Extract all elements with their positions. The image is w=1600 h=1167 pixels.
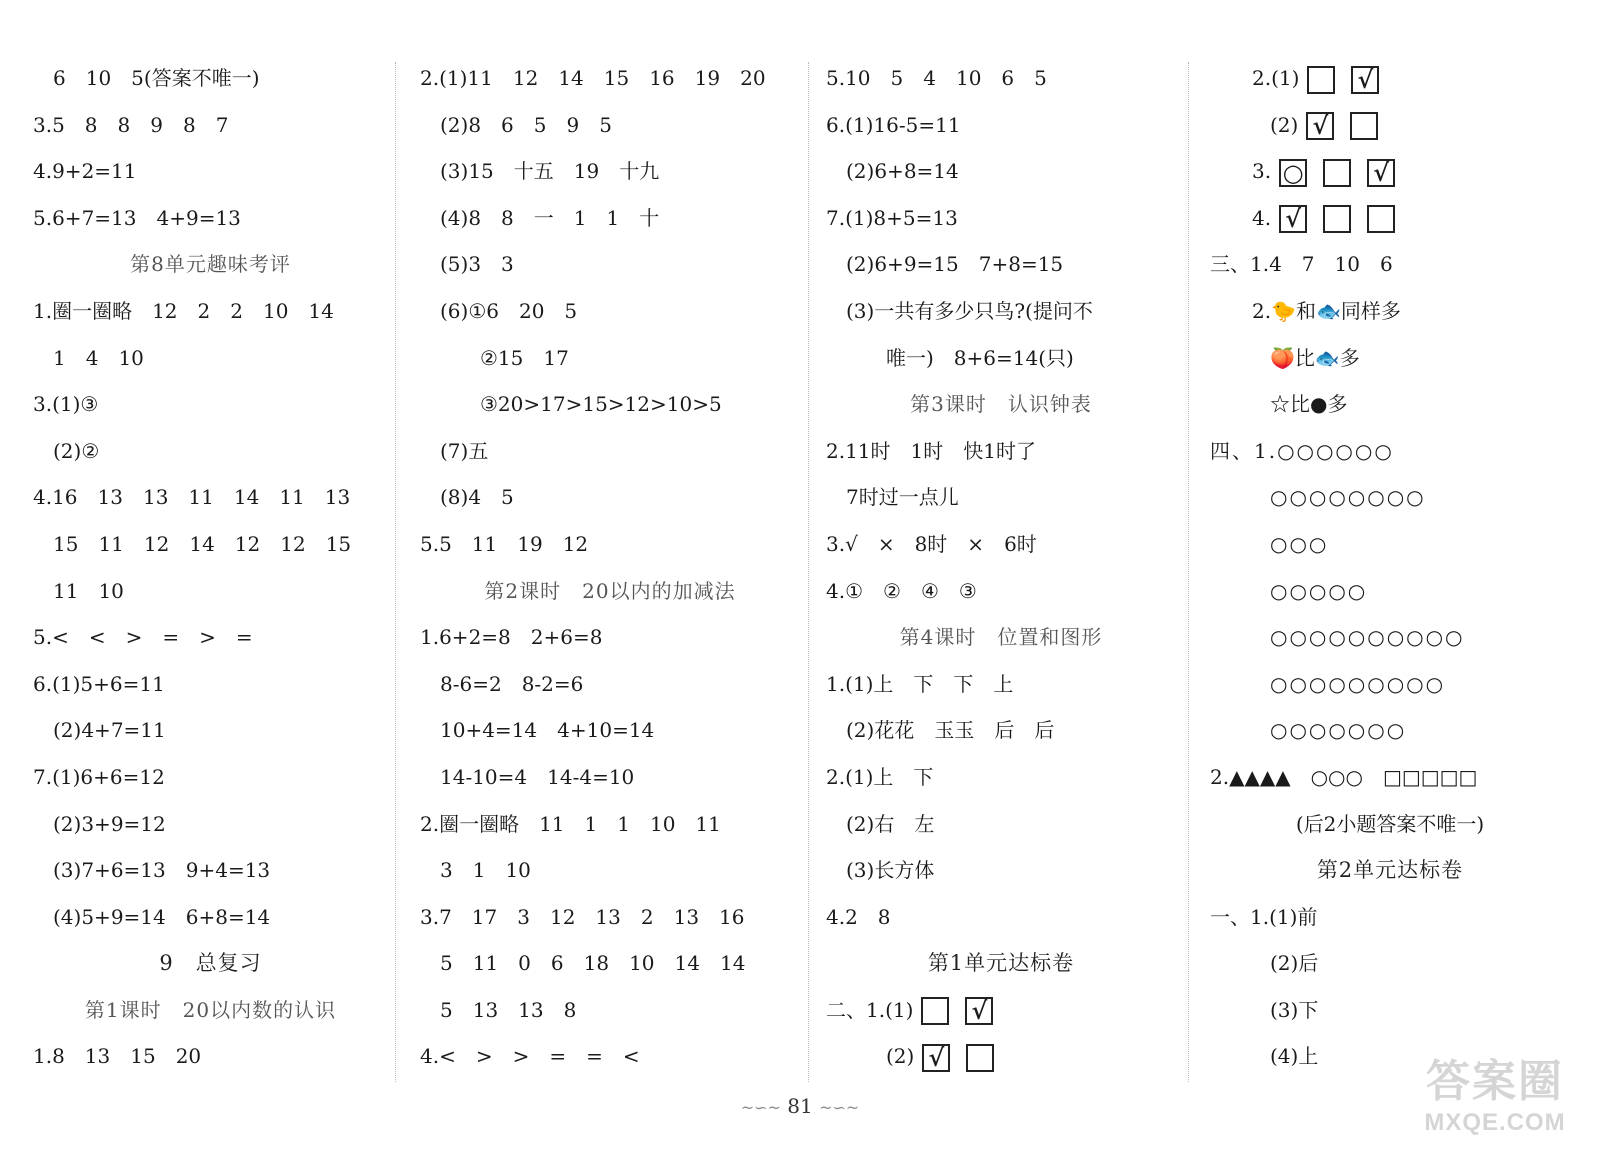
answer-line: (3)长方体 [846,858,935,883]
answer-line [1210,55,1570,102]
lesson-heading: 第1课时 20以内数的认识 [84,997,337,1022]
section-heading: 第2单元达标卷 [1316,858,1464,883]
answer-line: 3.7 17 3 12 13 2 13 16 [420,904,745,929]
answer-line: 唯一) 8+6=14(只) [886,345,1074,370]
ornament-right-icon: ~∽~ [819,1098,860,1117]
answer-line: (4)上 [1270,1044,1319,1069]
answer-box [1307,66,1335,94]
section-heading: 第1单元达标卷 [927,951,1075,976]
page-number: 81 [787,1094,813,1118]
column-divider-1 [395,62,396,1082]
answer-line: 🍑比🐟多 [1270,345,1360,370]
column-divider-3 [1188,62,1189,1082]
answer-line: 4.2 8 [826,904,891,929]
answer-line: 7.(1)8+5=13 [826,205,958,230]
lesson-heading: 第3课时 认识钟表 [910,392,1092,417]
answer-line: 5 11 0 6 18 10 14 14 [440,951,746,976]
answer-box: √ [922,1044,950,1072]
answer-label: 3. [1252,159,1272,184]
answer-line: 2.(1)11 12 14 15 16 19 20 [420,66,766,90]
answer-column-4 [1210,55,1570,1080]
answer-line: 1.(1)上 下 下 上 [826,671,1014,696]
answer-line [1210,195,1570,242]
answer-column-3 [826,55,1176,1080]
answer-line: ☆比●多 [1270,392,1348,417]
answer-line: (2)后 [1270,951,1319,976]
answer-line: 4.< > > = = < [420,1044,640,1069]
answer-line: 四、1.○○○○○○ [1210,438,1394,463]
answer-line: (3)7+6=13 9+4=13 [53,858,271,883]
answer-line: ○○○○○ [1270,578,1368,603]
answer-line: ○○○ [1270,531,1329,556]
column-divider-2 [808,62,809,1082]
answer-line: 4.16 13 13 11 14 11 13 [33,485,351,510]
answer-label: (2) [1270,112,1299,137]
answer-line: (2)8 6 5 9 5 [440,112,612,137]
answer-box: √ [1367,159,1395,187]
answer-line [1210,102,1570,149]
answer-line: (3)一共有多少只鸟?(提问不 [846,298,1093,323]
answer-line: 3.√ × 8时 × 6时 [826,531,1037,556]
answer-box [1350,112,1378,140]
answer-line: 2.圈一圈略 11 1 1 10 11 [420,811,721,836]
answer-line: 5 13 13 8 [440,997,577,1022]
lesson-heading: 第2课时 20以内的加减法 [484,578,736,603]
answer-line: 1 4 10 [53,345,144,370]
answer-line [1210,148,1570,195]
answer-line: ③20>17>15>12>10>5 [480,392,722,417]
answer-line: (2)6+8=14 [846,159,959,184]
answer-line: 6.(1)5+6=11 [33,671,165,696]
watermark-title: 答案圈 [1426,1057,1564,1106]
answer-line: ○○○○○○○ [1270,718,1407,743]
answer-line [826,1033,1176,1080]
ornament-left-icon: ~∽~ [740,1098,781,1117]
answer-line: 7时过一点儿 [846,485,959,510]
answer-line: 10+4=14 4+10=14 [440,718,655,743]
answer-line: 2.11时 1时 快1时了 [826,438,1036,463]
answer-line: ○○○○○○○○○ [1270,671,1446,696]
answer-line: 5.6+7=13 4+9=13 [33,205,241,230]
watermark-url: MXQE.COM [1424,1109,1566,1136]
answer-note: (后2小题答案不唯一) [1295,811,1485,836]
answer-box [1367,205,1395,233]
answer-line: ○○○○○○○○○○ [1270,625,1465,650]
answer-line: 3.(1)③ [33,392,99,417]
answer-line: ②15 17 [480,345,569,370]
answer-column-2 [420,55,800,1080]
lesson-heading: 第4课时 位置和图形 [899,625,1103,650]
answer-line: (6)①6 20 5 [440,298,578,323]
answer-label: 4. [1252,205,1272,230]
answer-line: (4)8 8 一 1 1 十 [440,205,660,230]
answer-line: 1.8 13 15 20 [33,1044,202,1069]
watermark-logo [1400,1055,1590,1155]
answer-line: 4.① ② ④ ③ [826,578,977,603]
page-footer [700,1094,900,1124]
answer-line: (2)3+9=12 [53,811,166,836]
answer-label: 2.(1) [1252,66,1300,90]
answer-line: 三、1.4 7 10 6 [1210,252,1393,277]
answer-box [1323,205,1351,233]
answer-line: 3 1 10 [440,858,531,883]
answer-box: √ [1351,66,1379,94]
answer-line: 2.🐤和🐟同样多 [1252,298,1401,323]
answer-box: √ [965,997,993,1025]
answer-line [826,987,1176,1034]
answer-line: 2.(1)上 下 [826,764,934,789]
answer-box: ○ [1279,159,1307,187]
answer-box: √ [1279,205,1307,233]
answer-line: 5.< < > = > = [33,625,253,650]
answer-line: 5.10 5 4 10 6 5 [826,66,1047,90]
section-heading: 第8单元趣味考评 [130,252,291,277]
answer-line: (3)下 [1270,997,1319,1022]
answer-box [921,997,949,1025]
answer-line: (7)五 [440,438,489,463]
answer-line: 8-6=2 8-2=6 [440,671,584,696]
answer-label: (2) [886,1044,915,1069]
answer-line: 5.5 11 19 12 [420,531,589,556]
answer-box [1323,159,1351,187]
answer-line: (2)花花 玉玉 后 后 [846,718,1055,743]
answer-box [966,1044,994,1072]
answer-line: 7.(1)6+6=12 [33,764,165,789]
answer-line: (5)3 3 [440,252,514,277]
answer-line: 11 10 [53,578,124,603]
answer-line: 1.圈一圈略 12 2 2 10 14 [33,298,334,323]
answer-line: 6 10 5(答案不唯一) [53,66,260,90]
answer-line: 6.(1)16-5=11 [826,112,961,137]
answer-column-1 [33,55,388,1080]
section-heading: 9 总复习 [159,951,262,976]
answer-box: √ [1306,112,1334,140]
answer-line: 4.9+2=11 [33,159,137,184]
answer-line: 15 11 12 14 12 12 15 [53,531,352,556]
answer-line: 14-10=4 14-4=10 [440,764,635,789]
answer-line: (2)4+7=11 [53,718,166,743]
answer-line: (2)6+9=15 7+8=15 [846,252,1064,277]
answer-line: (8)4 5 [440,485,514,510]
answer-line: 1.6+2=8 2+6=8 [420,625,603,650]
answer-line: (2)右 左 [846,811,935,836]
answer-line: 3.5 8 8 9 8 7 [33,112,229,137]
answer-line: ○○○○○○○○ [1270,485,1426,510]
answer-line: (2)② [53,438,100,463]
answer-line: (3)15 十五 19 十九 [440,159,660,184]
answer-line: 2.▲▲▲▲ ○○○ □□□□□ [1210,764,1478,789]
answer-line: (4)5+9=14 6+8=14 [53,904,271,929]
answer-line: 一、1.(1)前 [1210,904,1318,929]
answer-label: 二、1.(1) [826,997,914,1022]
